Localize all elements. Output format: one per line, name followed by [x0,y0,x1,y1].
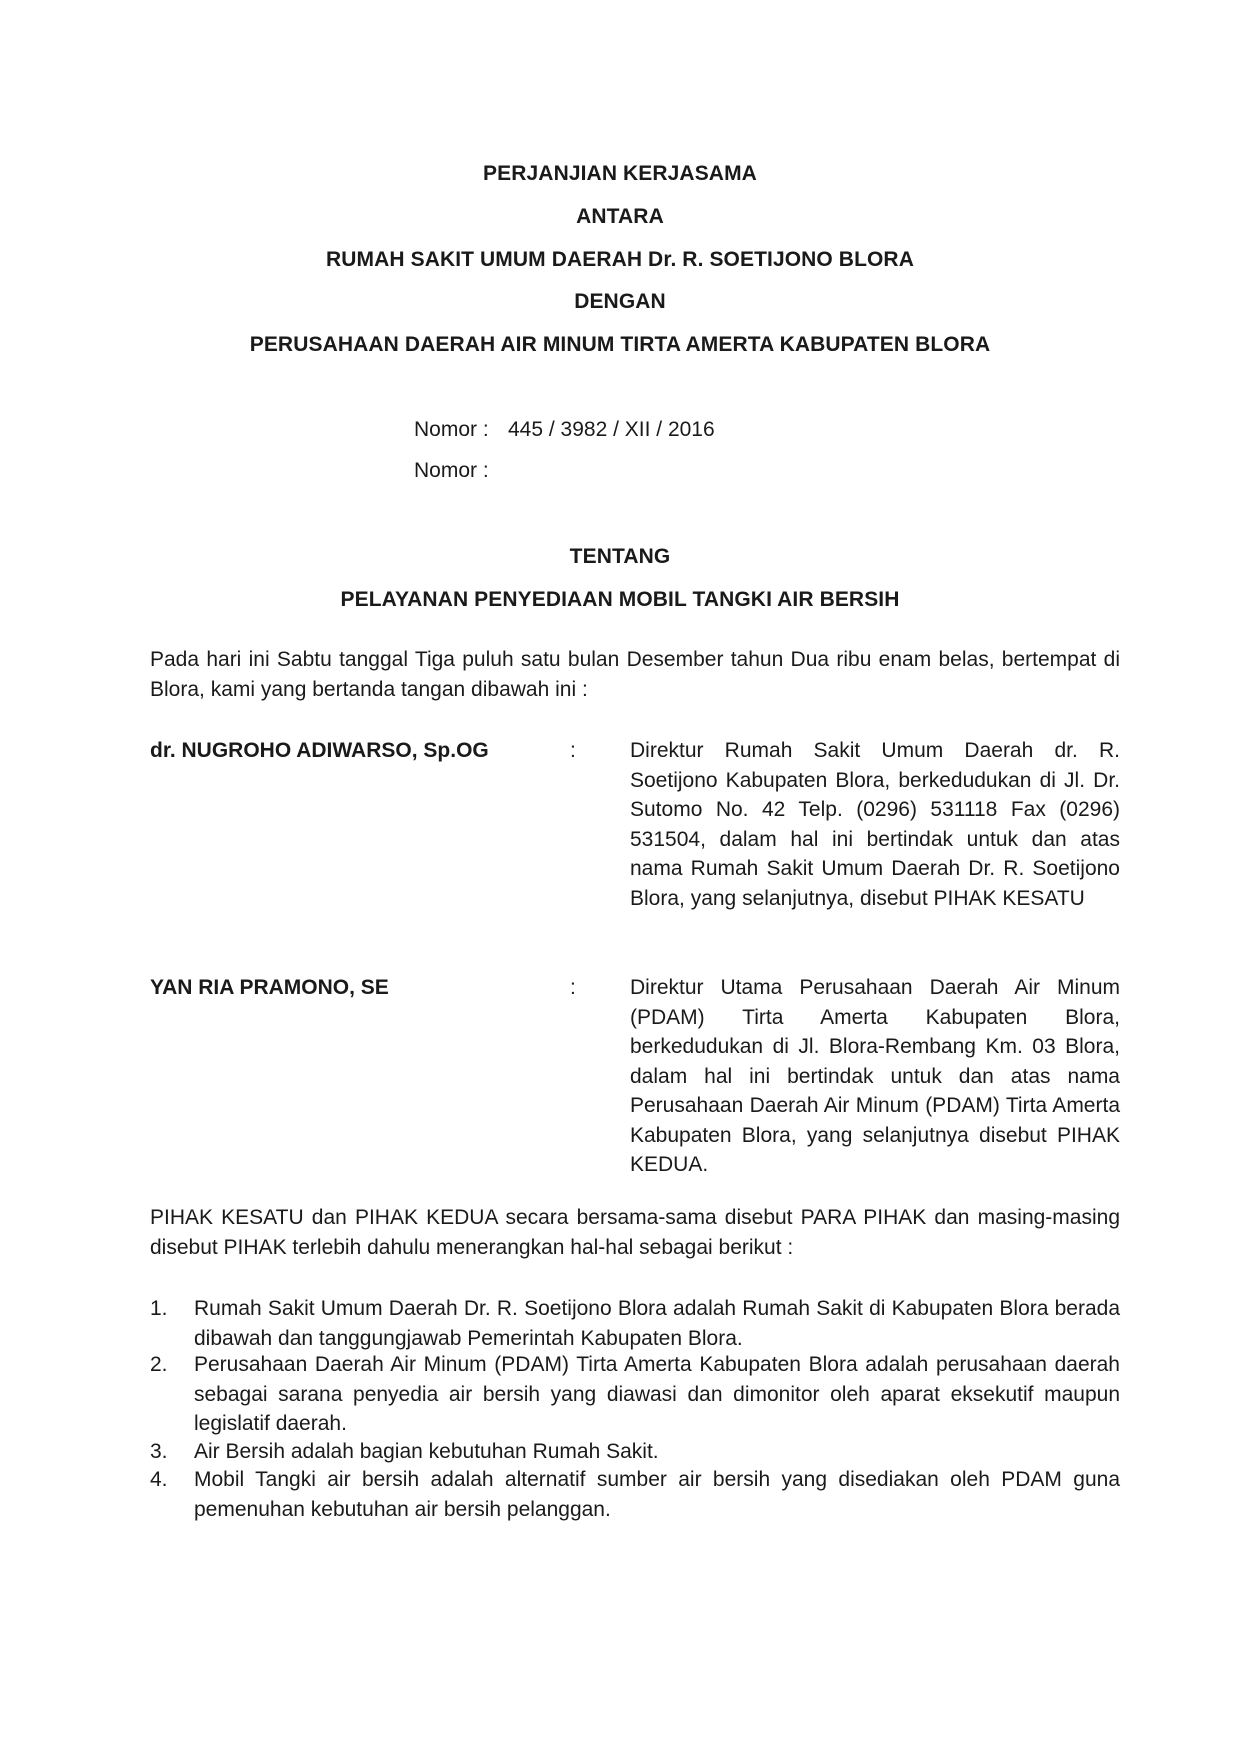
statement-paragraph: PIHAK KESATU dan PIHAK KEDUA secara bersama-sama disebut PARA PIHAK dan masing-masing disebut PIHAK terlebih dahulu menerangkan hal-hal sebagai berikut : [150,1206,1120,1259]
list-item [150,1465,1120,1524]
party-2-colon: : [570,976,576,999]
number-line-2 [414,457,508,485]
list-item-text: Perusahaan Daerah Air Minum (PDAM) Tirta Amerta Kabupaten Blora adalah perusahaan daerah sebagai sarana penyedia air bersih yang diawasi dan dimonitor oleh aparat eksekutif maupun legislatif daerah. [194,1353,1120,1435]
subject-line-1: TENTANG [569,545,671,568]
list-item [150,1350,1120,1439]
list-item [150,1294,1120,1353]
party-1-colon: : [570,739,576,762]
number-label: Nomor : [414,418,489,441]
intro-paragraph: Pada hari ini Sabtu tanggal Tiga puluh satu bulan Desember tahun Dua ribu enam belas, bertempat di Blora, kami yang bertanda tangan dibawah ini : [150,648,1120,701]
list-item-number: 2. [150,1353,168,1376]
heading-line-5: PERUSAHAAN DAERAH AIR MINUM TIRTA AMERTA KABUPATEN BLORA [249,333,991,356]
number-line-1 [414,416,715,444]
heading-line-2: ANTARA [576,205,664,228]
heading-line-1: PERJANJIAN KERJASAMA [483,162,757,185]
party-1-name: dr. NUGROHO ADIWARSO, Sp.OG [150,739,489,762]
list-item-text: Rumah Sakit Umum Daerah Dr. R. Soetijono Blora adalah Rumah Sakit di Kabupaten Blora berada dibawah dan tanggungjawab Pemerintah Kabupaten Blora. [194,1297,1120,1350]
heading-line-4: DENGAN [574,290,666,313]
list-item-text: Air Bersih adalah bagian kebutuhan Rumah Sakit. [194,1440,659,1463]
number-label: Nomor : [414,459,489,482]
party-2-description: Direktur Utama Perusahaan Daerah Air Minum (PDAM) Tirta Amerta Kabupaten Blora, berkedudukan di Jl. Blora-Rembang Km. 03 Blora, dalam hal ini bertindak untuk dan atas nama Perusahaan Daerah Air Minum (PDAM) Tirta Amerta Kabupaten Blora, yang selanjutnya disebut PIHAK KEDUA. [630,976,1120,1176]
subject-line-2: PELAYANAN PENYEDIAAN MOBIL TANGKI AIR BERSIH [340,588,900,611]
number-value: 445 / 3982 / XII / 2016 [508,418,715,441]
list-item-number: 4. [150,1468,168,1491]
heading-line-3: RUMAH SAKIT UMUM DAERAH Dr. R. SOETIJONO BLORA [326,248,914,271]
party-2-name: YAN RIA PRAMONO, SE [150,976,389,999]
list-item-number: 1. [150,1297,168,1320]
list-item-text: Mobil Tangki air bersih adalah alternatif sumber air bersih yang disediakan oleh PDAM guna pemenuhan kebutuhan air bersih pelanggan. [194,1468,1120,1521]
list-item-number: 3. [150,1440,168,1463]
party-1-description: Direktur Rumah Sakit Umum Daerah dr. R. Soetijono Kabupaten Blora, berkedudukan di Jl. Dr. Sutomo No. 42 Telp. (0296) 531118 Fax (0296) 531504, dalam hal ini bertindak untuk dan atas nama Rumah Sakit Umum Daerah Dr. R. Soetijono Blora, yang selanjutnya, disebut PIHAK KESATU [630,739,1120,910]
list-item [150,1437,1120,1467]
